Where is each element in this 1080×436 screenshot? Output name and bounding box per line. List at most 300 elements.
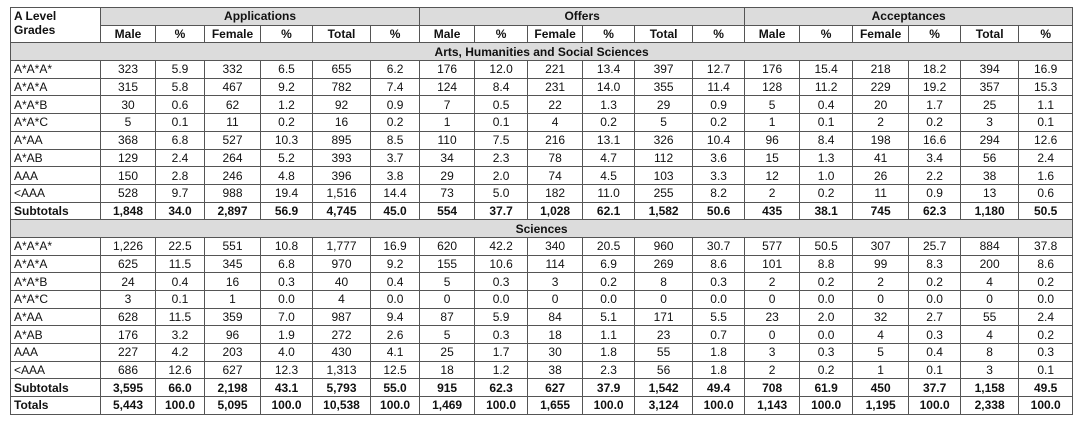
table-cell: 0.3 [475, 326, 528, 344]
row-label: Subtotals [11, 379, 101, 397]
table-cell: 62.3 [909, 202, 961, 220]
row-label: <AAA [11, 184, 101, 202]
table-cell: 686 [101, 361, 156, 379]
table-cell: 49.5 [1019, 379, 1073, 397]
applications-subcol-percent: % [371, 25, 420, 43]
table-cell: 5 [853, 344, 909, 362]
table-cell: 1,195 [853, 397, 909, 415]
table-cell: 103 [635, 167, 693, 185]
table-cell: 32 [853, 308, 909, 326]
table-cell: 100.0 [1019, 397, 1073, 415]
table-cell: 6.8 [261, 255, 313, 273]
table-cell: 0.9 [693, 96, 745, 114]
table-cell: 0.9 [909, 184, 961, 202]
table-cell: 22.5 [156, 237, 205, 255]
row-label: A*A*A* [11, 237, 101, 255]
table-cell: 0.3 [693, 273, 745, 291]
table-cell: 29 [420, 167, 475, 185]
table-cell: 4 [528, 114, 583, 132]
table-cell: 269 [635, 255, 693, 273]
table-cell: 9.7 [156, 184, 205, 202]
table-cell: 2.3 [583, 361, 635, 379]
table-cell: 66.0 [156, 379, 205, 397]
table-cell: 4.5 [583, 167, 635, 185]
table-cell: 7.4 [371, 78, 420, 96]
table-cell: 5 [420, 326, 475, 344]
table-cell: 340 [528, 237, 583, 255]
table-cell: 110 [420, 131, 475, 149]
table-cell: 34.0 [156, 202, 205, 220]
table-cell: 15.3 [1019, 78, 1073, 96]
table-cell: 0.0 [693, 291, 745, 309]
row-label: AAA [11, 167, 101, 185]
table-cell: 1,143 [745, 397, 800, 415]
table-cell: 50.5 [800, 237, 853, 255]
table-cell: 359 [205, 308, 261, 326]
table-cell: 4 [853, 326, 909, 344]
table-cell: 0.1 [156, 114, 205, 132]
table-cell: 100.0 [693, 397, 745, 415]
table-cell: 450 [853, 379, 909, 397]
table-cell: 26 [853, 167, 909, 185]
table-cell: 5.5 [693, 308, 745, 326]
offers-subcol-male: Male [420, 25, 475, 43]
table-cell: 1,028 [528, 202, 583, 220]
table-cell: 397 [635, 61, 693, 79]
table-cell: 4 [961, 326, 1019, 344]
table-cell: 3.2 [156, 326, 205, 344]
table-cell: 4.1 [371, 344, 420, 362]
table-cell: 5.2 [261, 149, 313, 167]
table-cell: 3 [745, 344, 800, 362]
table-cell: 9.4 [371, 308, 420, 326]
table-cell: 16 [313, 114, 371, 132]
table-cell: 73 [420, 184, 475, 202]
table-cell: 11 [205, 114, 261, 132]
table-cell: 37.7 [475, 202, 528, 220]
table-cell: 2.0 [800, 308, 853, 326]
table-cell: 92 [313, 96, 371, 114]
table-cell: 2 [853, 114, 909, 132]
table-cell: 4 [313, 291, 371, 309]
table-cell: 25.7 [909, 237, 961, 255]
table-cell: 128 [745, 78, 800, 96]
table-cell: 100.0 [583, 397, 635, 415]
table-cell: 554 [420, 202, 475, 220]
table-cell: 396 [313, 167, 371, 185]
table-cell: 5,095 [205, 397, 261, 415]
table-cell: 323 [101, 61, 156, 79]
offers-subcol-total: Total [635, 25, 693, 43]
table-cell: 4.2 [156, 344, 205, 362]
table-cell: 1,313 [313, 361, 371, 379]
table-cell: 1,848 [101, 202, 156, 220]
table-cell: 12.0 [475, 61, 528, 79]
table-cell: 915 [420, 379, 475, 397]
table-cell: 12.6 [156, 361, 205, 379]
table-cell: 11 [853, 184, 909, 202]
table-cell: 19.4 [261, 184, 313, 202]
table-cell: 0 [420, 291, 475, 309]
table-cell: 0.1 [156, 291, 205, 309]
table-cell: 10.8 [261, 237, 313, 255]
table-cell: 8.6 [1019, 255, 1073, 273]
table-cell: 0.1 [800, 114, 853, 132]
table-cell: 6.5 [261, 61, 313, 79]
table-row [11, 131, 1073, 149]
table-cell: 1 [745, 114, 800, 132]
table-cell: 0.2 [1019, 273, 1073, 291]
table-cell: 0.5 [475, 96, 528, 114]
section-header-row [11, 43, 1073, 61]
table-cell: 74 [528, 167, 583, 185]
table-cell: 15 [745, 149, 800, 167]
table-cell: 34 [420, 149, 475, 167]
table-cell: 40 [313, 273, 371, 291]
table-cell: 4.7 [583, 149, 635, 167]
table-cell: 112 [635, 149, 693, 167]
table-cell: 294 [961, 131, 1019, 149]
table-cell: 0.3 [475, 273, 528, 291]
table-cell: 2.6 [371, 326, 420, 344]
table-cell: 25 [420, 344, 475, 362]
table-cell: 0 [961, 291, 1019, 309]
table-cell: 577 [745, 237, 800, 255]
table-cell: 13.4 [583, 61, 635, 79]
table-cell: 1,516 [313, 184, 371, 202]
table-cell: 12.3 [261, 361, 313, 379]
table-cell: 182 [528, 184, 583, 202]
table-cell: 1 [420, 114, 475, 132]
table-cell: 155 [420, 255, 475, 273]
table-cell: 99 [853, 255, 909, 273]
table-cell: 3.8 [371, 167, 420, 185]
table-cell: 56 [961, 149, 1019, 167]
table-cell: 2.8 [156, 167, 205, 185]
table-cell: 22 [528, 96, 583, 114]
corner-label-line1: A Level [14, 9, 57, 23]
table-cell: 24 [101, 273, 156, 291]
table-cell: 2.3 [475, 149, 528, 167]
table-cell: 56.9 [261, 202, 313, 220]
table-cell: 8.5 [371, 131, 420, 149]
table-cell: 0.2 [800, 361, 853, 379]
table-cell: 3 [528, 273, 583, 291]
table-cell: 8.3 [909, 255, 961, 273]
table-cell: 12 [745, 167, 800, 185]
table-cell: 176 [745, 61, 800, 79]
table-cell: 0.3 [800, 344, 853, 362]
table-cell: 1.8 [583, 344, 635, 362]
table-cell: 5,793 [313, 379, 371, 397]
table-row [11, 184, 1073, 202]
table-cell: 10.6 [475, 255, 528, 273]
table-cell: 0.7 [693, 326, 745, 344]
table-cell: 0 [635, 291, 693, 309]
table-cell: 8.4 [800, 131, 853, 149]
table-cell: 2 [853, 273, 909, 291]
table-cell: 1 [853, 361, 909, 379]
table-cell: 332 [205, 61, 261, 79]
table-cell: 12.5 [371, 361, 420, 379]
table-cell: 0.0 [800, 291, 853, 309]
table-row [11, 255, 1073, 273]
table-cell: 62.1 [583, 202, 635, 220]
table-cell: 18 [420, 361, 475, 379]
table-cell: 745 [853, 202, 909, 220]
table-cell: 0.1 [1019, 114, 1073, 132]
table-cell: 1.9 [261, 326, 313, 344]
offers-subcol-percent: % [475, 25, 528, 43]
offers-subcol-percent: % [693, 25, 745, 43]
table-cell: 0 [745, 326, 800, 344]
table-cell: 655 [313, 61, 371, 79]
table-cell: 3.7 [371, 149, 420, 167]
table-cell: 8.6 [693, 255, 745, 273]
table-cell: 55 [961, 308, 1019, 326]
table-cell: 2,897 [205, 202, 261, 220]
table-cell: 8 [961, 344, 1019, 362]
table-cell: 5.8 [156, 78, 205, 96]
table-cell: 0.0 [583, 291, 635, 309]
table-cell: 30.7 [693, 237, 745, 255]
table-cell: 1,158 [961, 379, 1019, 397]
table-cell: 1.2 [261, 96, 313, 114]
table-cell: 4 [961, 273, 1019, 291]
table-cell: 435 [745, 202, 800, 220]
table-cell: 8.8 [800, 255, 853, 273]
table-cell: 23 [635, 326, 693, 344]
table-cell: 10.3 [261, 131, 313, 149]
table-cell: 0.2 [800, 184, 853, 202]
table-cell: 41 [853, 149, 909, 167]
table-cell: 2,338 [961, 397, 1019, 415]
table-cell: 0.2 [693, 114, 745, 132]
table-cell: 7.0 [261, 308, 313, 326]
table-cell: 19.2 [909, 78, 961, 96]
row-label: Subtotals [11, 202, 101, 220]
table-cell: 5.9 [475, 308, 528, 326]
table-cell: 18.2 [909, 61, 961, 79]
table-cell: 100.0 [261, 397, 313, 415]
table-cell: 0.0 [475, 291, 528, 309]
table-cell: 3 [961, 361, 1019, 379]
table-cell: 970 [313, 255, 371, 273]
table-cell: 326 [635, 131, 693, 149]
table-cell: 5.1 [583, 308, 635, 326]
table-cell: 6.8 [156, 131, 205, 149]
table-cell: 0.1 [909, 361, 961, 379]
table-cell: 12.6 [1019, 131, 1073, 149]
table-cell: 100.0 [475, 397, 528, 415]
section-title: Sciences [11, 220, 1073, 238]
table-cell: 8.2 [693, 184, 745, 202]
table-cell: 0.2 [371, 114, 420, 132]
table-cell: 4.8 [261, 167, 313, 185]
table-cell: 3.4 [909, 149, 961, 167]
table-cell: 198 [853, 131, 909, 149]
table-cell: 1.8 [693, 361, 745, 379]
table-cell: 0.6 [1019, 184, 1073, 202]
table-cell: 4.0 [261, 344, 313, 362]
table-cell: 8 [635, 273, 693, 291]
table-cell: 55.0 [371, 379, 420, 397]
table-cell: 0.0 [909, 291, 961, 309]
table-cell: 2,198 [205, 379, 261, 397]
table-cell: 129 [101, 149, 156, 167]
table-cell: 11.4 [693, 78, 745, 96]
table-cell: 101 [745, 255, 800, 273]
table-cell: 96 [205, 326, 261, 344]
table-cell: 16.6 [909, 131, 961, 149]
table-cell: 255 [635, 184, 693, 202]
table-row [11, 344, 1073, 362]
table-cell: 2.0 [475, 167, 528, 185]
table-body [11, 43, 1073, 414]
table-cell: 5 [101, 114, 156, 132]
acceptances-subcol-female: Female [853, 25, 909, 43]
table-cell: 56 [635, 361, 693, 379]
table-cell: 176 [101, 326, 156, 344]
table-cell: 2.4 [1019, 149, 1073, 167]
table-cell: 628 [101, 308, 156, 326]
row-label: A*AB [11, 326, 101, 344]
table-cell: 368 [101, 131, 156, 149]
applications-subcol-percent: % [156, 25, 205, 43]
table-cell: 782 [313, 78, 371, 96]
table-cell: 203 [205, 344, 261, 362]
table-cell: 30 [101, 96, 156, 114]
applications-group-header: Applications [101, 8, 420, 26]
offers-subcol-female: Female [528, 25, 583, 43]
table-cell: 171 [635, 308, 693, 326]
table-cell: 231 [528, 78, 583, 96]
table-row [11, 326, 1073, 344]
table-cell: 357 [961, 78, 1019, 96]
table-cell: 1.6 [1019, 167, 1073, 185]
table-cell: 1,226 [101, 237, 156, 255]
table-cell: 1.1 [583, 326, 635, 344]
table-cell: 0.2 [909, 114, 961, 132]
table-cell: 0.3 [909, 326, 961, 344]
table-cell: 9.2 [261, 78, 313, 96]
corner-label-line2: Grades [14, 23, 56, 37]
table-cell: 1.3 [800, 149, 853, 167]
group-header-row [11, 8, 1073, 26]
table-cell: 176 [420, 61, 475, 79]
table-cell: 15.4 [800, 61, 853, 79]
row-label: Totals [11, 397, 101, 415]
table-cell: 0 [853, 291, 909, 309]
table-cell: 988 [205, 184, 261, 202]
table-cell: 3.6 [693, 149, 745, 167]
table-cell: 221 [528, 61, 583, 79]
section-header-row [11, 220, 1073, 238]
table-cell: 11.0 [583, 184, 635, 202]
table-cell: 2.4 [156, 149, 205, 167]
table-cell: 218 [853, 61, 909, 79]
table-cell: 10,538 [313, 397, 371, 415]
table-cell: 16 [205, 273, 261, 291]
row-label: AAA [11, 344, 101, 362]
table-cell: 5 [745, 96, 800, 114]
subtotal-row [11, 202, 1073, 220]
table-row [11, 167, 1073, 185]
table-cell: 0.0 [261, 291, 313, 309]
table-cell: 6.2 [371, 61, 420, 79]
table-cell: 355 [635, 78, 693, 96]
row-label: A*A*A [11, 255, 101, 273]
table-cell: 13.1 [583, 131, 635, 149]
acceptances-group-header: Acceptances [745, 8, 1073, 26]
table-cell: 315 [101, 78, 156, 96]
table-cell: 960 [635, 237, 693, 255]
table-cell: 3 [961, 114, 1019, 132]
table-cell: 0.1 [475, 114, 528, 132]
table-cell: 150 [101, 167, 156, 185]
table-cell: 3,124 [635, 397, 693, 415]
table-cell: 884 [961, 237, 1019, 255]
applications-subcol-percent: % [261, 25, 313, 43]
table-cell: 627 [205, 361, 261, 379]
table-cell: 20.5 [583, 237, 635, 255]
table-row [11, 273, 1073, 291]
table-cell: 0.4 [909, 344, 961, 362]
offers-subcol-percent: % [583, 25, 635, 43]
table-row [11, 308, 1073, 326]
table-cell: 620 [420, 237, 475, 255]
table-cell: 5 [420, 273, 475, 291]
grades-column-header [11, 8, 101, 43]
table-cell: 0.3 [261, 273, 313, 291]
table-cell: 0.1 [1019, 361, 1073, 379]
table-cell: 5.0 [475, 184, 528, 202]
row-label: <AAA [11, 361, 101, 379]
table-row [11, 237, 1073, 255]
table-cell: 10.4 [693, 131, 745, 149]
applications-subcol-total: Total [313, 25, 371, 43]
row-label: A*A*B [11, 273, 101, 291]
table-cell: 43.1 [261, 379, 313, 397]
table-cell: 5,443 [101, 397, 156, 415]
table-cell: 1 [205, 291, 261, 309]
table-cell: 100.0 [800, 397, 853, 415]
table-cell: 3.3 [693, 167, 745, 185]
table-cell: 1,582 [635, 202, 693, 220]
table-cell: 38 [528, 361, 583, 379]
table-cell: 2.2 [909, 167, 961, 185]
table-cell: 393 [313, 149, 371, 167]
table-row [11, 61, 1073, 79]
table-cell: 23 [745, 308, 800, 326]
table-cell: 0.3 [1019, 344, 1073, 362]
table-cell: 55 [635, 344, 693, 362]
table-cell: 0 [528, 291, 583, 309]
table-cell: 1,469 [420, 397, 475, 415]
table-cell: 7.5 [475, 131, 528, 149]
acceptances-subcol-male: Male [745, 25, 800, 43]
table-cell: 528 [101, 184, 156, 202]
table-cell: 467 [205, 78, 261, 96]
table-cell: 0.2 [583, 114, 635, 132]
table-cell: 87 [420, 308, 475, 326]
table-cell: 13 [961, 184, 1019, 202]
table-cell: 50.5 [1019, 202, 1073, 220]
table-cell: 1,777 [313, 237, 371, 255]
table-cell: 9.2 [371, 255, 420, 273]
table-cell: 0.2 [583, 273, 635, 291]
table-cell: 2 [745, 273, 800, 291]
